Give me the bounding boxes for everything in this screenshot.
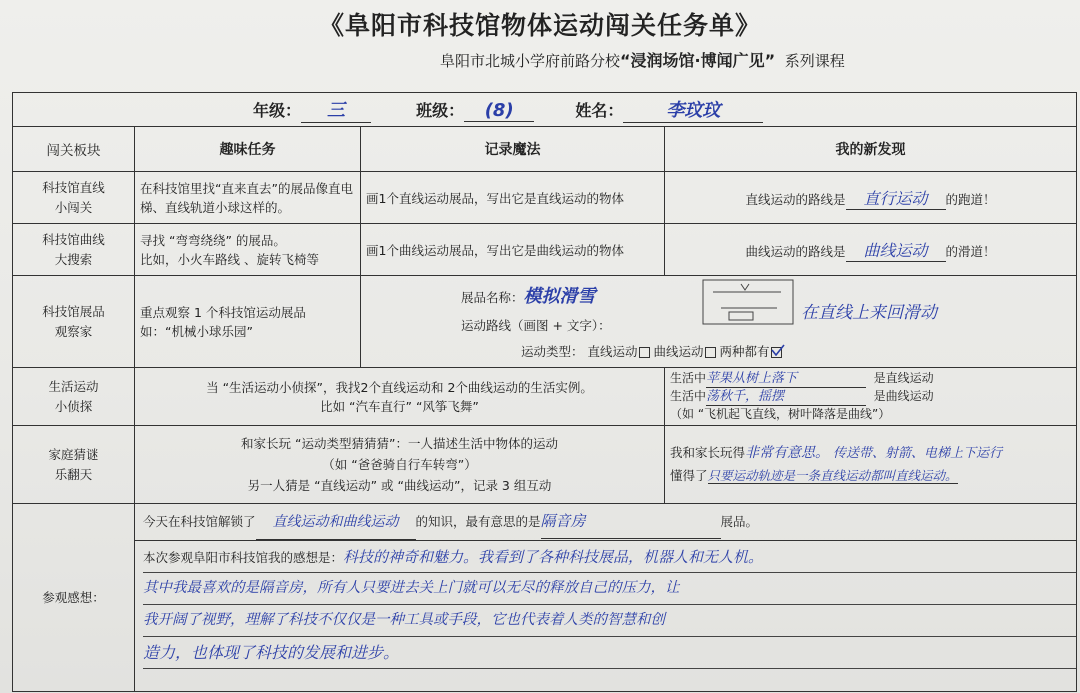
section-reflection: 参观感想： bbox=[13, 504, 135, 692]
type-curve-checkbox[interactable] bbox=[705, 347, 716, 358]
section-curve: 科技馆曲线 大搜索 bbox=[13, 224, 135, 276]
section-family: 家庭猜谜 乐翻天 bbox=[13, 426, 135, 504]
row-straight bbox=[13, 172, 1077, 224]
header-record: 记录魔法 bbox=[361, 127, 665, 172]
name-label: 姓名： bbox=[575, 101, 624, 120]
section-life: 生活运动 小侦探 bbox=[13, 368, 135, 426]
play-field[interactable]: 非常有意思。 bbox=[745, 445, 830, 461]
feeling-line-2[interactable]: 其中我最喜欢的是隔音房，所有人只要进去关上门就可以无尽的释放自己的压力，让 bbox=[143, 573, 1076, 605]
info-row bbox=[13, 93, 1077, 127]
task-life: 当 “生活运动小侦探”，我找2个直线运动和 2个曲线运动的生活实例。 比如 “汽车直行” “风筝飞舞” bbox=[135, 368, 665, 426]
row-life bbox=[13, 368, 1077, 426]
row-reflection bbox=[13, 504, 1077, 692]
type-straight-label: 直线运动 bbox=[587, 344, 638, 359]
favorite-field[interactable]: 隔音房 bbox=[541, 504, 721, 539]
unlock-mid: 的知识，最有意思的是 bbox=[415, 514, 541, 529]
finding-curve-suffix: 的滑道！ bbox=[945, 243, 996, 259]
header-findings: 我的新发现 bbox=[665, 127, 1077, 172]
header-row bbox=[13, 127, 1077, 172]
class-label: 班级： bbox=[416, 101, 465, 120]
finding-curve-prefix: 曲线运动的路线是 bbox=[745, 243, 846, 259]
record-curve: 画1个曲线运动展品，写出它是曲线运动的物体 bbox=[361, 224, 665, 276]
type-both-label: 两种都有 bbox=[719, 344, 770, 359]
task-table bbox=[12, 92, 1077, 692]
life2-field[interactable]: 荡秋千，摇摆 bbox=[706, 388, 866, 406]
task-observer: 重点观察 1 个科技馆运动展品 如：“机械小球乐园” bbox=[135, 276, 361, 368]
play-prefix: 我和家长玩得 bbox=[670, 445, 746, 460]
route-label: 运动路线（画图 + 文字）： bbox=[461, 318, 611, 333]
page-subtitle bbox=[440, 48, 845, 71]
feeling-prefix: 本次参观阜阳市科技馆我的感想是： bbox=[143, 550, 344, 565]
route-sketch-icon bbox=[701, 278, 795, 326]
row-observer bbox=[13, 276, 1077, 368]
header-section: 闯关板块 bbox=[13, 127, 135, 172]
type-straight-checkbox[interactable] bbox=[639, 347, 650, 358]
unlock-field[interactable]: 直线运动和曲线运动 bbox=[256, 505, 416, 540]
task-family-line3: 另一人猜是 “直线运动” 或 “曲线运动”，记录 3 组互动 bbox=[247, 478, 552, 493]
motion-type bbox=[521, 342, 782, 360]
unlock-suffix: 展品。 bbox=[720, 514, 759, 529]
understand-prefix: 懂得了 bbox=[670, 468, 708, 483]
feeling-line-3[interactable]: 我开阔了视野，理解了科技不仅仅是一种工具或手段，它也代表着人类的智慧和创 bbox=[143, 605, 1076, 637]
exhibit-field[interactable]: 模拟滑雪 bbox=[523, 286, 596, 307]
life-example: （如 “飞机起飞直线，树叶降落是曲线”） bbox=[670, 407, 891, 421]
life1-prefix: 生活中 bbox=[670, 371, 707, 385]
page-title: 《阜阳市科技馆物体运动闯关任务单》 bbox=[318, 11, 761, 40]
route-field[interactable]: 在直线上来回滑动 bbox=[801, 303, 937, 323]
task-curve: 寻找 “弯弯绕绕” 的展品。 比如，小火车路线 、旋转飞椅等 bbox=[135, 224, 361, 276]
feeling-line-4[interactable]: 造力，也体现了科技的发展和进步。 bbox=[143, 637, 1076, 669]
school-name: 阜阳市北城小学府前路分校 bbox=[440, 52, 621, 70]
finding-straight-field[interactable]: 直行运动 bbox=[846, 186, 946, 210]
play-extra[interactable]: 传送带、射箭、电梯上下运行 bbox=[833, 446, 1003, 461]
life2-prefix: 生活中 bbox=[670, 389, 707, 403]
exhibit-label: 展品名称： bbox=[461, 290, 524, 305]
finding-curve-field[interactable]: 曲线运动 bbox=[846, 238, 946, 262]
life1-field[interactable]: 苹果从树上落下 bbox=[706, 370, 866, 388]
grade-label: 年级： bbox=[253, 101, 302, 120]
type-label: 运动类型： bbox=[521, 344, 584, 359]
course-series: 系列课程 bbox=[784, 52, 845, 70]
task-family-line2: （如 “爸爸骑自行车转弯”） bbox=[322, 457, 477, 472]
life2-suffix: 是曲线运动 bbox=[873, 389, 934, 403]
finding-straight-prefix: 直线运动的路线是 bbox=[745, 191, 846, 207]
check-icon bbox=[771, 344, 785, 356]
type-both-checkbox[interactable] bbox=[771, 347, 782, 358]
understand-field[interactable]: 只要运动轨迹是一条直线运动都叫直线运动。 bbox=[707, 468, 958, 483]
feeling-line-1[interactable]: 科技的神奇和魅力。我看到了各种科技展品，机器人和无人机。 bbox=[343, 548, 764, 566]
course-theme: “浸润场馆·博闻广见” bbox=[620, 51, 776, 70]
unlock-prefix: 今天在科技馆解锁了 bbox=[143, 514, 256, 529]
class-field[interactable]: (8) bbox=[464, 100, 534, 122]
life1-suffix: 是直线运动 bbox=[873, 371, 934, 385]
row-family bbox=[13, 426, 1077, 504]
finding-straight-suffix: 的跑道！ bbox=[945, 191, 996, 207]
row-curve bbox=[13, 224, 1077, 276]
name-field[interactable]: 李玟玟 bbox=[623, 96, 763, 123]
grade-field[interactable]: 三 bbox=[301, 96, 371, 123]
task-family-line1: 和家长玩 “运动类型猜猜猜”：一人描述生活中物体的运动 bbox=[241, 436, 558, 451]
section-straight: 科技馆直线 小闯关 bbox=[13, 172, 135, 224]
header-task: 趣味任务 bbox=[135, 127, 361, 172]
type-curve-label: 曲线运动 bbox=[653, 344, 704, 359]
reflection-essay bbox=[135, 541, 1076, 669]
task-straight: 在科技馆里找“直来直去”的展品像直电梯、直线轨道小球这样的。 bbox=[135, 172, 361, 224]
section-observer: 科技馆展品 观察家 bbox=[13, 276, 135, 368]
record-straight: 画1个直线运动展品，写出它是直线运动的物体 bbox=[361, 172, 665, 224]
